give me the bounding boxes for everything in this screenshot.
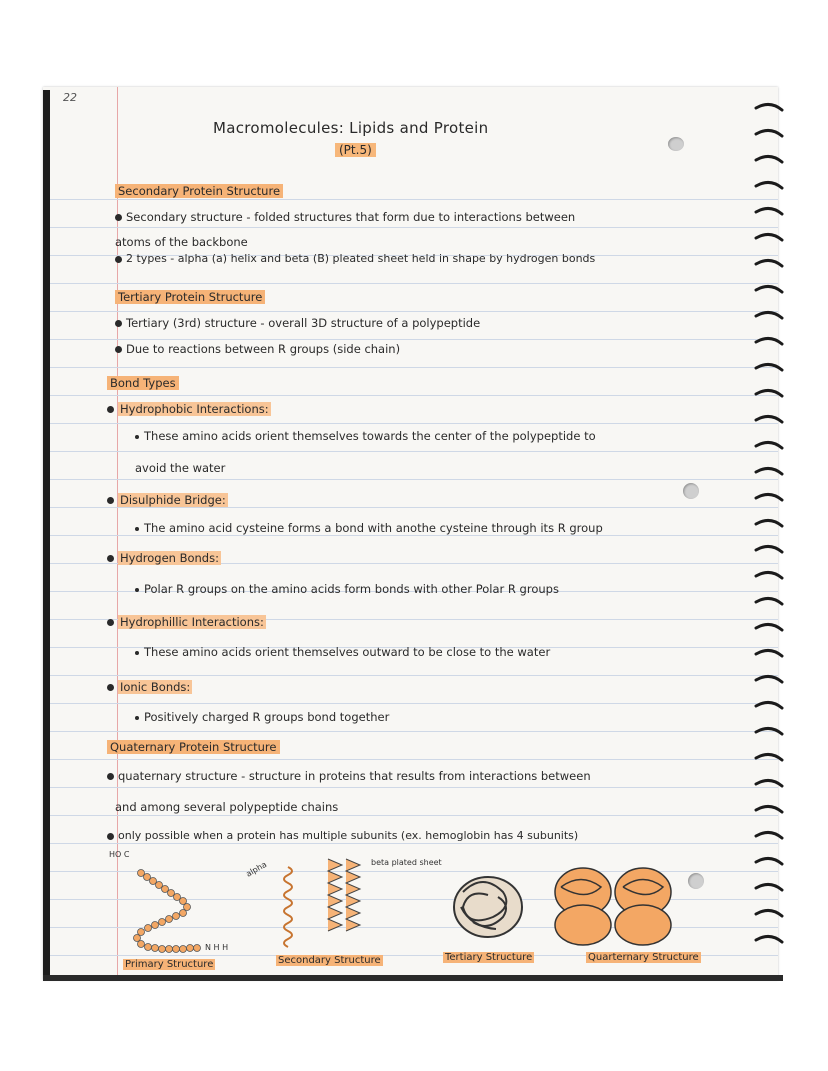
ionic-heading: Ionic Bonds: — [120, 680, 191, 694]
bond-types-heading: Bond Types — [107, 376, 179, 390]
disulphide-line: The amino acid cysteine forms a bond with anothe cysteine through its R group — [144, 521, 603, 535]
tertiary-line: Due to reactions between R groups (side chain) — [126, 342, 401, 356]
quaternary-structure-label: Quarternary Structure — [588, 952, 699, 963]
quaternary-line: only possible when a protein has multiple subunits (ex. hemoglobin has 4 subunits) — [118, 829, 579, 842]
tertiary-heading: Tertiary Protein Structure — [115, 290, 265, 304]
hydrophobic-heading: Hydrophobic Interactions: — [120, 402, 269, 416]
notebook-page — [43, 87, 778, 980]
alpha-label: alpha — [244, 859, 269, 879]
page-bottom-edge — [43, 975, 783, 981]
quaternary-heading: Quaternary Protein Structure — [107, 740, 280, 754]
primary-structure-label: Primary Structure — [125, 959, 214, 970]
quaternary-line: and among several polypeptide chains — [115, 800, 339, 814]
hoc-label: HO C — [109, 850, 130, 859]
quaternary-structure-drawing — [555, 868, 671, 945]
hydrophobic-line: avoid the water — [135, 461, 226, 475]
beta-sheet-drawing — [328, 859, 360, 931]
beta-label: beta plated sheet — [371, 858, 442, 867]
secondary-structure-label: Secondary Structure — [278, 955, 381, 966]
secondary-heading: Secondary Protein Structure — [115, 184, 283, 198]
quaternary-line: quaternary structure - structure in proteins that results from interactions between — [118, 769, 591, 783]
tertiary-structure-label: Tertiary Structure — [445, 952, 533, 963]
ionic-line: Positively charged R groups bond together — [144, 710, 390, 724]
hydrogen-line: Polar R groups on the amino acids form bonds with other Polar R groups — [144, 582, 559, 596]
hydrophobic-line: These amino acids orient themselves towards the center of the polypeptide to — [144, 429, 596, 443]
page-left-edge — [43, 90, 50, 978]
spiral-binding — [748, 96, 788, 966]
tertiary-structure-drawing — [454, 877, 522, 937]
secondary-line: Secondary structure - folded structures that form due to interactions between — [126, 210, 576, 224]
primary-structure-drawing — [134, 870, 201, 953]
tertiary-line: Tertiary (3rd) structure - overall 3D structure of a polypeptide — [126, 316, 481, 330]
hydrophilic-heading: Hydrophillic Interactions: — [120, 615, 264, 629]
page-title: Macromolecules: Lipids and Protein — [213, 119, 489, 137]
secondary-line: atoms of the backbone — [115, 235, 248, 249]
alpha-helix-drawing — [284, 867, 292, 947]
disulphide-heading: Disulphide Bridge: — [120, 493, 226, 507]
hydrophilic-line: These amino acids orient themselves outward to be close to the water — [144, 645, 551, 659]
nh-label: N H H — [205, 943, 229, 952]
secondary-line: 2 types - alpha (a) helix and beta (B) pleated sheet held in shape by hydrogen bonds — [126, 252, 596, 265]
hydrogen-heading: Hydrogen Bonds: — [120, 551, 219, 565]
page-number: 22 — [63, 91, 77, 104]
page-subtitle: (Pt.5) — [335, 143, 376, 157]
protein-structures-drawing — [43, 87, 778, 980]
